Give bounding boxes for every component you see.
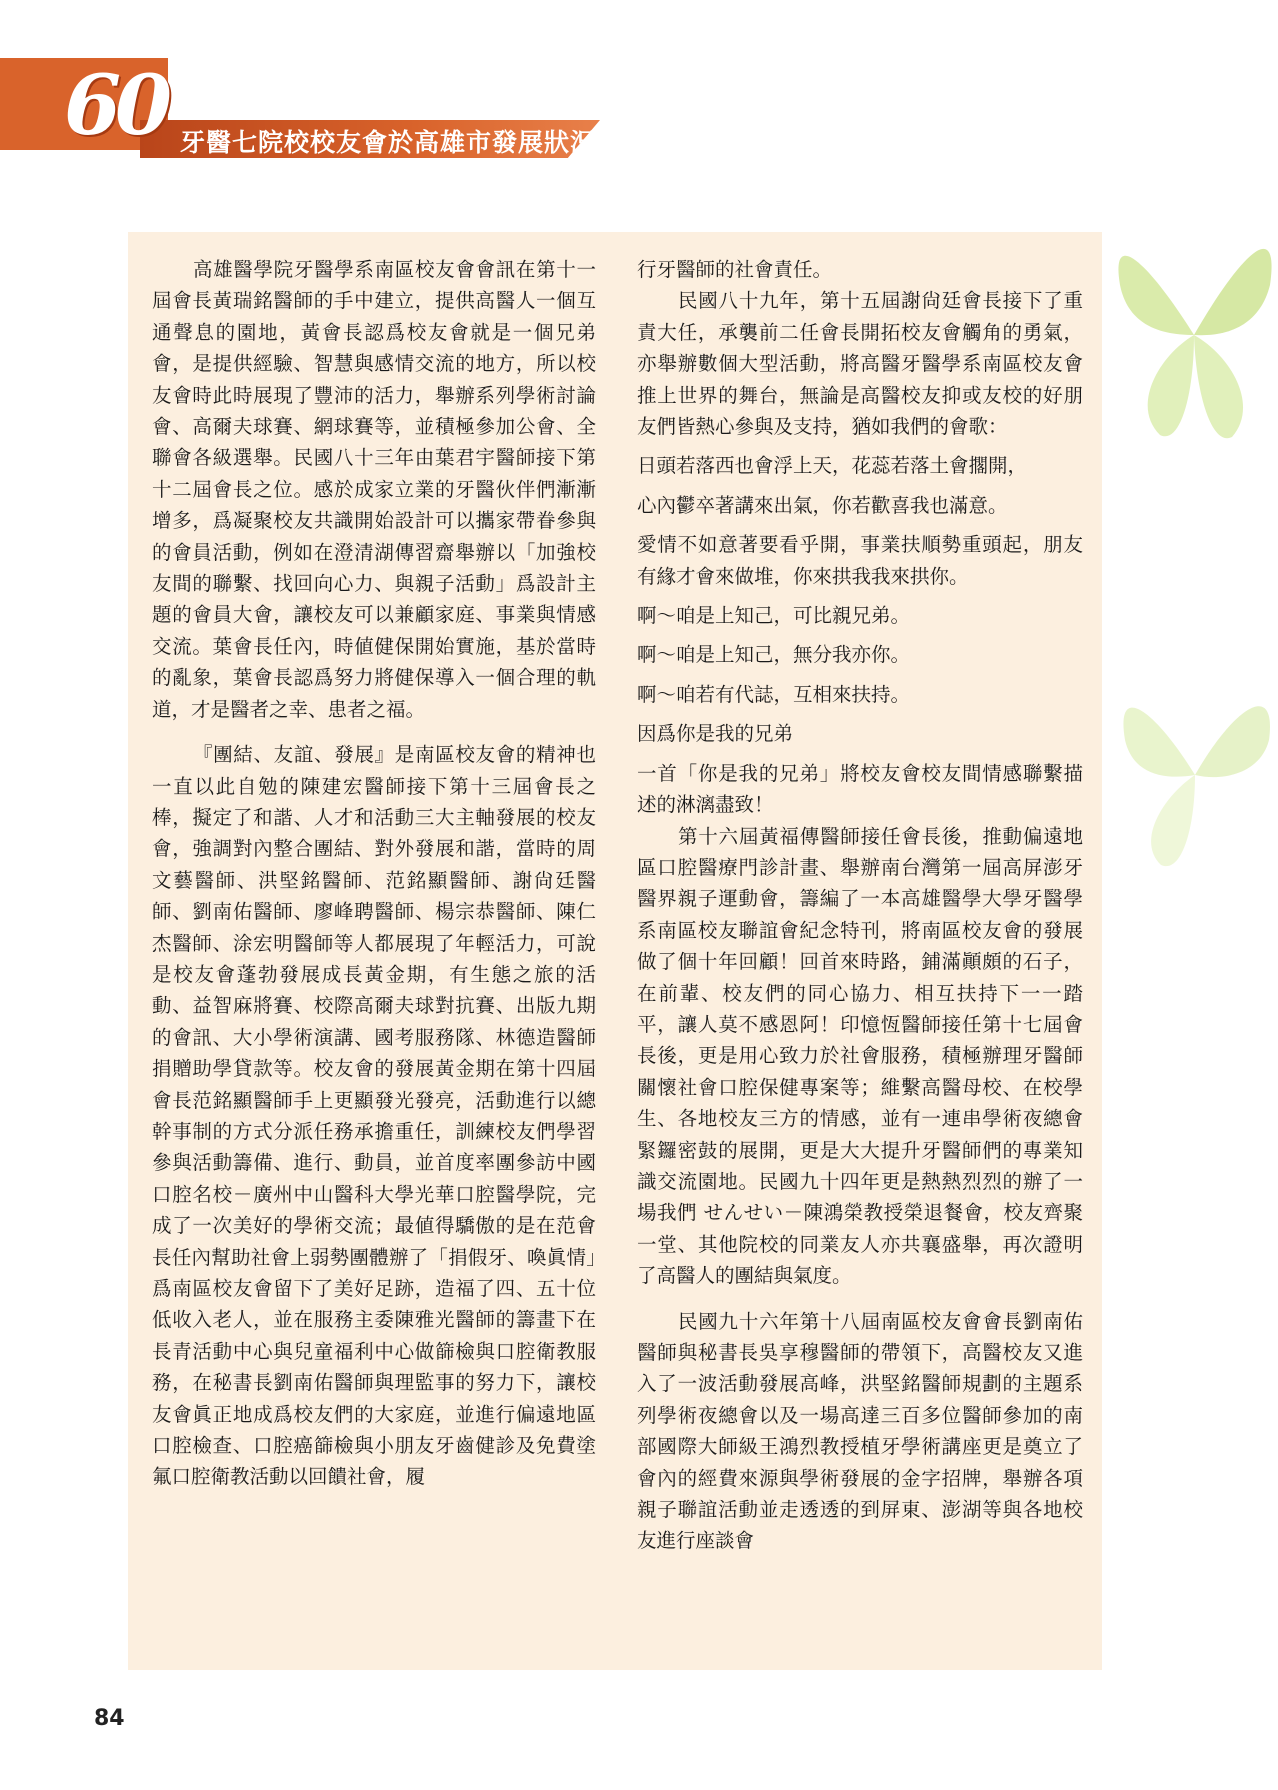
song-lyric-line: 愛情不如意著要看乎開，事業扶順勢重頭起，朋友有緣才會來做堆，你來拱我我來拱你。 (637, 533, 1083, 588)
song-lyric-line: 心內鬱卒著講來出氣，你若歡喜我也滿意。 (637, 493, 1008, 517)
song-lyric-line: 啊～咱是上知己，無分我亦你。 (637, 643, 911, 667)
article-paragraph: 行牙醫師的社會責任。 (637, 258, 833, 281)
butterfly-decoration-icon (1105, 660, 1278, 890)
article-paragraph: 高雄醫學院牙醫學系南區校友會會訊在第十一屆會長黃瑞銘醫師的手中建立，提供高醫人一個互通聲息的園地，黃會長認爲校友會就是一個兄弟會，是提供經驗、智慧與感情交流的地方，所以校友會時此時展現了豐沛的活力，舉辦系列學術討論會、高爾夫球賽、網球賽等，並積極參加公會、全聯會各級選舉。民國八十三年由葉君宇醫師接下第十二屆會長之位。感於成家立業的牙醫伙伴們漸漸增多，爲凝聚校友共識開始設計可以攜家帶眷參與的會員活動，例如在澄清湖傳習齋舉辦以「加強校友間的聯繫、找回向心力、與親子活動」爲設計主題的會員大會，讓校友可以兼顧家庭、事業與情感交流。葉會長任內，時値健保開始實施，基於當時的亂象，葉會長認爲努力將健保導入一個合理的軌道，才是醫者之幸、患者之福。 (152, 258, 596, 721)
song-lyric-line: 啊～咱若有代誌，互相來扶持。 (637, 682, 911, 706)
left-column (152, 254, 596, 1493)
right-column (637, 254, 1083, 1557)
article-paragraph: 民國八十九年，第十五屆謝尙廷會長接下了重責大任，承襲前二任會長開拓校友會觸角的勇氣，亦舉辦數個大型活動，將高醫牙醫學系南區校友會推上世界的舞台，無論是高醫校友抑或友校的好朋友們皆熱心參與及支持，猶如我們的會歌： (637, 289, 1083, 439)
article-paragraph: 民國九十六年第十八屆南區校友會會長劉南佑醫師與秘書長吳享穆醫師的帶領下，高醫校友又進入了一波活動發展高峰，洪堅銘醫師規劃的主題系列學術夜總會以及一場高達三百多位醫師參加的南部國際大師級王鴻烈教授植牙學術講座更是奠立了會內的經費來源與學術發展的金字招牌，舉辦各項親子聯誼活動並走透透的到屏東、澎湖等與各地校友進行座談會 (637, 1309, 1083, 1553)
page-number: 84 (94, 1706, 125, 1731)
song-lyric-line: 啊～咱是上知己，可比親兄弟。 (637, 604, 911, 628)
song-lyric-line: 日頭若落西也會浮上天，花蕊若落土會擱開， (637, 454, 1028, 478)
song-lyric-line: 因爲你是我的兄弟 (637, 722, 794, 746)
anniversary-logo (64, 58, 174, 156)
article-paragraph: 一首「你是我的兄弟」將校友會校友間情感聯繫描述的淋漓盡致！ (637, 761, 1083, 817)
butterfly-decoration-icon (1110, 205, 1278, 465)
article-paragraph: 『團結、友誼、發展』是南區校友會的精神也一直以此自勉的陳建宏醫師接下第十三屆會長之棒，擬定了和諧、人才和活動三大主軸發展的校友會，強調對內整合團結、對外發展和諧，當時的周文藝醫師、洪堅銘醫師、范銘顯醫師、謝尙廷醫師、劉南佑醫師、廖峰聘醫師、楊宗恭醫師、陳仁杰醫師、涂宏明醫師等人都展現了年輕活力，可說是校友會蓬勃發展成長黃金期，有生態之旅的活動、益智麻將賽、校際高爾夫球對抗賽、出版九期的會訊、大小學術演講、國考服務隊、林德造醫師捐贈助學貸款等。校友會的發展黃金期在第十四屆會長范銘顯醫師手上更顯發光發亮，活動進行以總幹事制的方式分派任務承擔重任，訓練校友們學習參與活動籌備、進行、動員，並首度率團參訪中國口腔名校－廣州中山醫科大學光華口腔醫學院，完成了一次美好的學術交流；最値得驕傲的是在范會長任內幫助社會上弱勢團體辦了「捐假牙、喚眞情」爲南區校友會留下了美好足跡，造福了四、五十位低收入老人，並在服務主委陳雅光醫師的籌畫下在長青活動中心與兒童福利中心做篩檢與口腔衛教服務，在秘書長劉南佑醫師與理監事的努力下，讓校友會眞正地成爲校友們的大家庭，並進行偏遠地區口腔檢查、口腔癌篩檢與小朋友牙齒健診及免費塗氟口腔衛教活動以回饋社會，履 (152, 743, 596, 1489)
logo-number: 60 (64, 58, 167, 154)
article-paragraph: 第十六屆黃福傳醫師接任會長後，推動偏遠地區口腔醫療門診計畫、舉辦南台灣第一屆高屏澎牙醫界親子運動會，籌編了一本高雄醫學大學牙醫學系南區校友聯誼會紀念特刊，將南區校友會的發展做了個十年回顧！回首來時路，鋪滿顚頗的石子，在前輩、校友們的同心協力、相互扶持下一一踏平，讓人莫不感恩阿！印憶恆醫師接任第十七屆會長後，更是用心致力於社會服務，積極辦理牙醫師關懷社會口腔保健專案等；維繫高醫母校、在校學生、各地校友三方的情感，並有一連串學術夜總會緊鑼密鼓的展開，更是大大提升牙醫師們的專業知識交流園地。民國九十四年更是熱熱烈烈的辦了一場我們 せんせい－陳鴻榮教授榮退餐會，校友齊聚一堂、其他院校的同業友人亦共襄盛舉，再次證明了高醫人的團結與氣度。 (637, 824, 1083, 1288)
page-header-title: 牙醫七院校校友會於高雄市發展狀況 (180, 128, 597, 157)
